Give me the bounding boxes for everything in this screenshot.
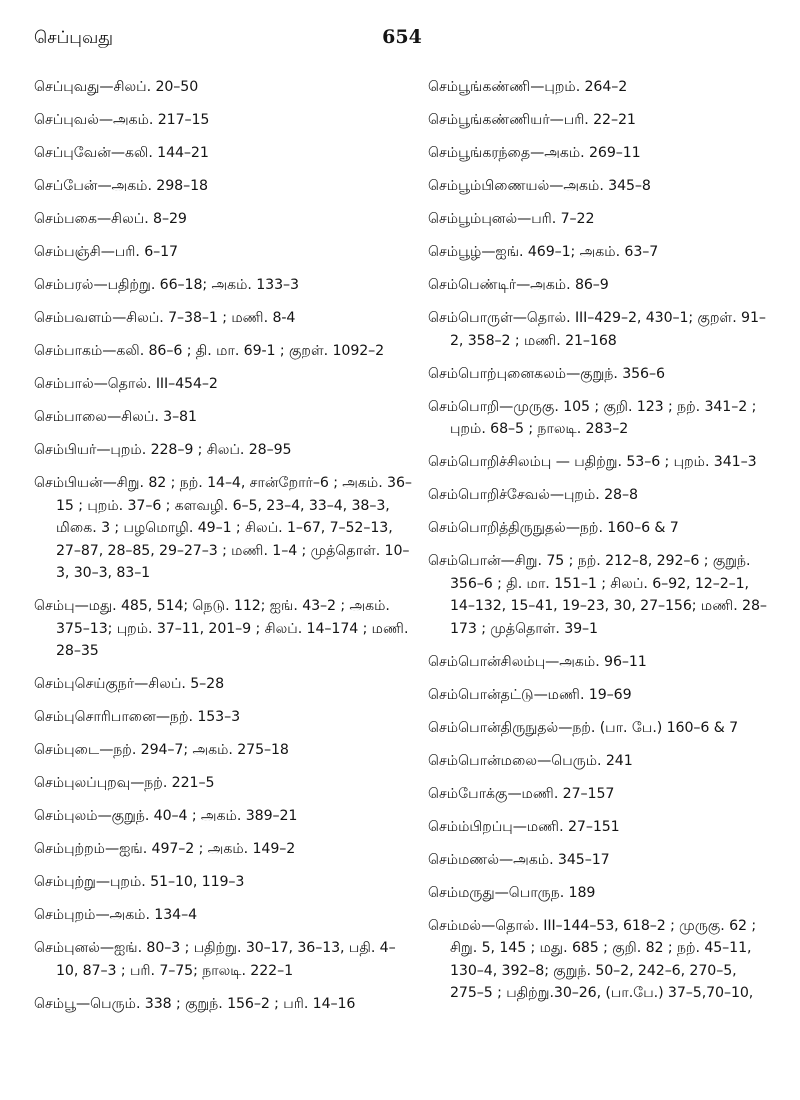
index-entry: செம்மருது—பொருந. 189 — [428, 884, 596, 901]
right-column — [428, 76, 770, 1015]
index-entry: செம்பியர்—புறம். 228–9 ; சிலப். 28–95 — [34, 442, 292, 458]
index-entry: செம்புற்று—புறம். 51–10, 119–3 — [34, 874, 245, 890]
index-entry: செம்பியன்—சிறு. 82 ; நற். 14–4, சான்றோர்–6 ; அகம். 36–15 ; புறம். 37–6 ; களவழி. 6–5, 23–4, 33–4, 38–3, மிகை. 3 ; பழமொழி. 49–1 ; சிலப். 1–67, 7–52–13, 27–87, 28–85, 29–27–3 ; மணி. 1–4 ; முத்தொள். 10–3, 30–3, 83–1 — [34, 475, 412, 581]
index-entry: செம்புனல்—ஐங். 80–3 ; பதிற்று. 30–17, 36–13, பதி. 4–10, 87–3 ; பரி. 7–75; நாலடி. 222–1 — [34, 940, 396, 979]
index-entry: செம்புலப்புறவு—நற். 221–5 — [34, 775, 215, 791]
index-entry: செம்பொன்சிலம்பு—அகம். 96–11 — [428, 653, 647, 670]
index-entry: செம்பூ—பெரும். 338 ; குறுந். 156–2 ; பரி. 14–16 — [34, 995, 356, 1012]
index-entry: செம்மல்—தொல். III–144–53, 618–2 ; முருகு. 62 ; சிறு. 5, 145 ; மது. 685 ; குறி. 82 ; நற். 45–11, 130–4, 392–8; குறுந். 50–2, 242–6, 270–5, 275–5 ; பதிற்று.30–26, (பா.பே.) 37–5,70–10, — [428, 917, 757, 1001]
index-entry: செப்புவல்—அகம். 217–15 — [34, 112, 210, 128]
index-entry: செம்பூங்கண்ணியர்—பரி. 22–21 — [428, 112, 636, 128]
index-entry: செம்பு—மது. 485, 514; நெடு. 112; ஐங். 43–2 ; அகம். 375–13; புறம். 37–11, 201–9 ; சிலப். 14–174 ; மணி. 28–35 — [34, 598, 409, 659]
index-entry: செம்பொறிச்சேவல்—புறம். 28–8 — [428, 487, 638, 503]
page-number: 654 — [382, 26, 422, 48]
index-entry: செம்பெண்டிர்—அகம். 86–9 — [428, 277, 609, 293]
index-entry: செம்பொறித்திருநுதல்—நற். 160–6 & 7 — [428, 520, 679, 536]
index-entry: செம்பூழ்—ஐங். 469–1; அகம். 63–7 — [428, 244, 659, 260]
index-entry: செம்பொறி—முருகு. 105 ; குறி. 123 ; நற். 341–2 ; புறம். 68–5 ; நாலடி. 283–2 — [428, 398, 757, 437]
left-column — [34, 76, 412, 1026]
index-entry: செம்பவளம்—சிலப். 7–38–1 ; மணி. 8-4 — [34, 310, 296, 326]
index-entry: செப்பேன்—அகம். 298–18 — [34, 178, 208, 194]
page-header — [0, 26, 800, 56]
index-entry: செம்பொன்மலை—பெரும். 241 — [428, 752, 633, 769]
index-entry: செம்பகை—சிலப். 8–29 — [34, 211, 187, 227]
running-head: செப்புவது — [34, 28, 113, 48]
index-entry: செம்பூம்புனல்—பரி. 7–22 — [428, 211, 595, 227]
index-entry: செம்பொன்தட்டு—மணி. 19–69 — [428, 686, 632, 703]
index-entry: செம்புலம்—குறுந். 40–4 ; அகம். 389–21 — [34, 808, 298, 824]
index-entry: செம்பால்—தொல். III–454–2 — [34, 376, 218, 392]
index-entry: செப்புவது—சிலப். 20–50 — [34, 79, 199, 95]
index-entry: செம்பாலை—சிலப். 3–81 — [34, 409, 197, 425]
index-entry: செம்புசெய்குநர்—சிலப். 5–28 — [34, 676, 225, 692]
index-entry: செம்பொற்புனைகலம்—குறுந். 356–6 — [428, 365, 665, 382]
index-entry: செம்பரல்—பதிற்று. 66–18; அகம். 133–3 — [34, 277, 299, 293]
index-entry: செம்பாகம்—கலி. 86–6 ; தி. மா. 69-1 ; குறள். 1092–2 — [34, 343, 385, 359]
index-entry: செம்ம்பிறப்பு—மணி. 27–151 — [428, 818, 620, 835]
index-entry: செம்பொறிச்சிலம்பு — பதிற்று. 53–6 ; புறம். 341–3 — [428, 454, 757, 470]
index-entry: செம்புடை—நற். 294–7; அகம். 275–18 — [34, 742, 289, 758]
index-entry: செம்பொன்திருநுதல்—நற். (பா. பே.) 160–6 & 7 — [428, 719, 739, 736]
index-entry: செம்பூம்பிணையல்—அகம். 345–8 — [428, 178, 651, 194]
index-entry: செம்புசொரிபானை—நற். 153–3 — [34, 709, 241, 725]
index-entry: செம்புற்றம்—ஐங். 497–2 ; அகம். 149–2 — [34, 841, 296, 857]
index-entry: செம்புறம்—அகம். 134–4 — [34, 907, 198, 923]
index-entry: செம்பொன்—சிறு. 75 ; நற். 212–8, 292–6 ; குறுந். 356–6 ; தி. மா. 151–1 ; சிலப். 6–92, 12–2–1, 14–132, 15–41, 19–23, 30, 27–156; மணி. 28–173 ; முத்தொள். 39–1 — [428, 553, 767, 637]
index-entry: செம்பஞ்சி—பரி. 6–17 — [34, 244, 178, 260]
index-entry: செம்போக்கு—மணி. 27–157 — [428, 785, 615, 802]
index-entry: செம்பொருள்—தொல். III–429–2, 430–1; குறள். 91–2, 358–2 ; மணி. 21–168 — [428, 310, 766, 349]
index-entry: செப்புவேன்—கலி. 144–21 — [34, 145, 209, 161]
index-entry: செம்பூங்கரந்தை—அகம். 269–11 — [428, 145, 641, 161]
index-entry: செம்மணல்—அகம். 345–17 — [428, 851, 610, 868]
index-entry: செம்பூங்கண்ணி—புறம். 264–2 — [428, 79, 628, 95]
